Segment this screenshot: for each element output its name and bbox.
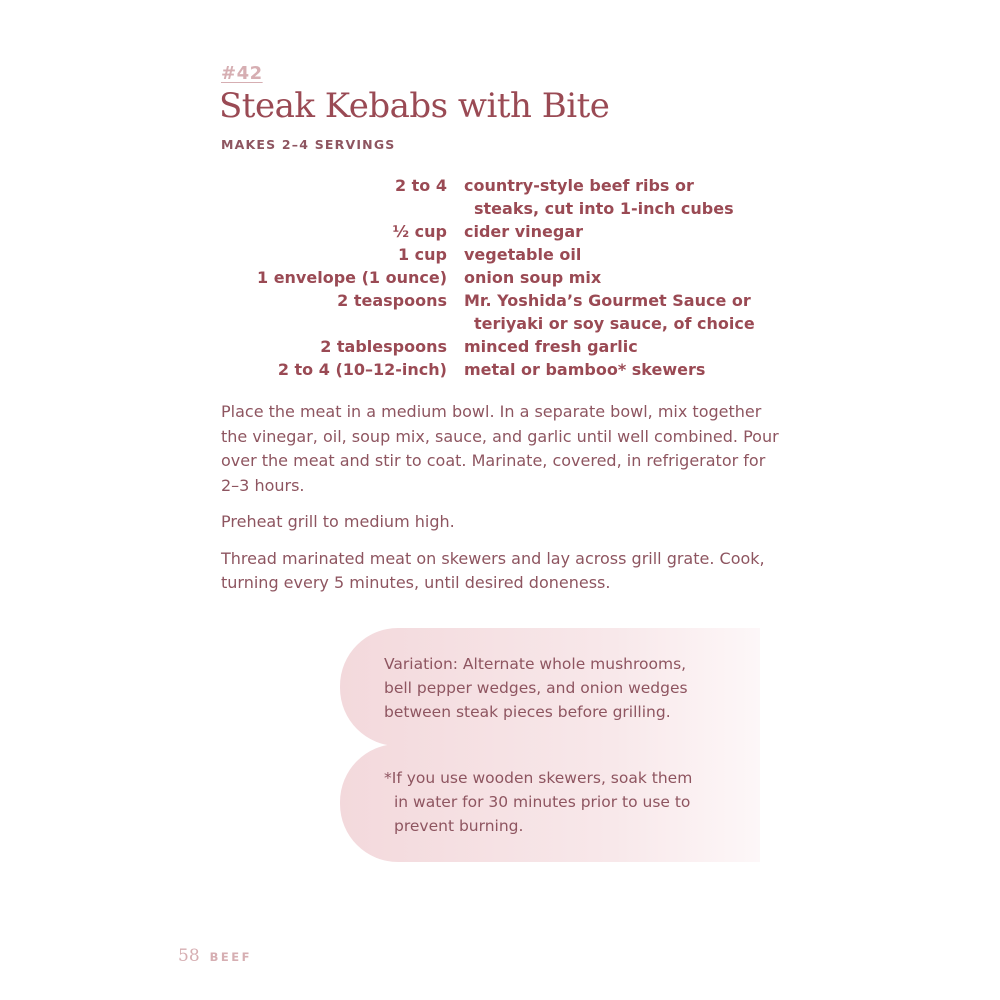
ingredient-line: onion soup mix	[464, 268, 602, 287]
ingredient-row	[200, 243, 800, 266]
ingredient-line: steaks, cut into 1-inch cubes	[474, 199, 734, 218]
ingredient-name	[464, 358, 705, 381]
ingredient-name	[464, 174, 734, 220]
tip-line: *If you use wooden skewers, soak them	[384, 769, 693, 787]
servings-label: MAKES 2–4 SERVINGS	[221, 137, 396, 152]
ingredients-list	[200, 174, 800, 381]
variation-line: Variation: Alternate whole mushrooms,	[384, 655, 687, 673]
variation-note	[340, 628, 760, 746]
ingredient-quantity: 2 to 4	[394, 176, 447, 195]
ingredient-line: metal or bamboo* skewers	[464, 360, 706, 379]
ingredient-quantity: 1 envelope (1 ounce)	[256, 268, 447, 287]
ingredient-line: minced fresh garlic	[464, 337, 638, 356]
ingredient-line: country-style beef ribs or	[464, 176, 694, 195]
tip-text	[384, 766, 754, 838]
ingredient-line: cider vinegar	[464, 222, 584, 241]
direction-paragraph: Thread marinated meat on skewers and lay across grill grate. Cook, turning every 5 minutes, until desired doneness.	[221, 548, 765, 592]
page-footer	[178, 946, 252, 966]
ingredient-row	[200, 335, 800, 358]
ingredient-row	[200, 289, 800, 335]
recipe-number: #42	[221, 63, 263, 84]
ingredient-quantity: 2 teaspoons	[337, 291, 447, 310]
page-number: 58	[178, 946, 200, 966]
variation-line: between steak pieces before grilling.	[384, 703, 671, 721]
notes-panel	[340, 628, 760, 862]
ingredient-line: Mr. Yoshida’s Gourmet Sauce or	[464, 291, 751, 310]
section-name: BEEF	[209, 950, 252, 964]
variation-line: bell pepper wedges, and onion wedges	[384, 679, 688, 697]
ingredient-row	[200, 220, 800, 243]
skewer-tip-note	[340, 744, 760, 862]
ingredient-row	[200, 266, 800, 289]
ingredient-quantity: ½ cup	[392, 222, 447, 241]
ingredient-name	[464, 243, 581, 266]
ingredient-quantity: 1 cup	[397, 245, 447, 264]
ingredient-name	[464, 220, 583, 243]
direction-paragraph: Place the meat in a medium bowl. In a separate bowl, mix together the vinegar, oil, soup mix, sauce, and garlic until well combined. Pour over the meat and stir to coat. Marinate, covered, in refrigerator for 2–3 hours.	[221, 402, 779, 495]
ingredient-row	[200, 174, 800, 220]
tip-line: in water for 30 minutes prior to use to	[394, 793, 691, 811]
direction-paragraph: Preheat grill to medium high.	[221, 512, 455, 531]
ingredient-quantity: 2 tablespoons	[320, 337, 447, 356]
ingredient-quantity: 2 to 4 (10–12-inch)	[277, 360, 447, 379]
ingredient-line: vegetable oil	[464, 245, 582, 264]
recipe-title: Steak Kebabs with Bite	[219, 86, 610, 126]
ingredient-name	[464, 289, 755, 335]
ingredient-row	[200, 358, 800, 381]
directions	[221, 400, 781, 608]
ingredient-name	[464, 335, 638, 358]
ingredient-line: teriyaki or soy sauce, of choice	[474, 314, 755, 333]
tip-line: prevent burning.	[394, 817, 524, 835]
variation-text	[384, 652, 754, 724]
ingredient-name	[464, 266, 601, 289]
